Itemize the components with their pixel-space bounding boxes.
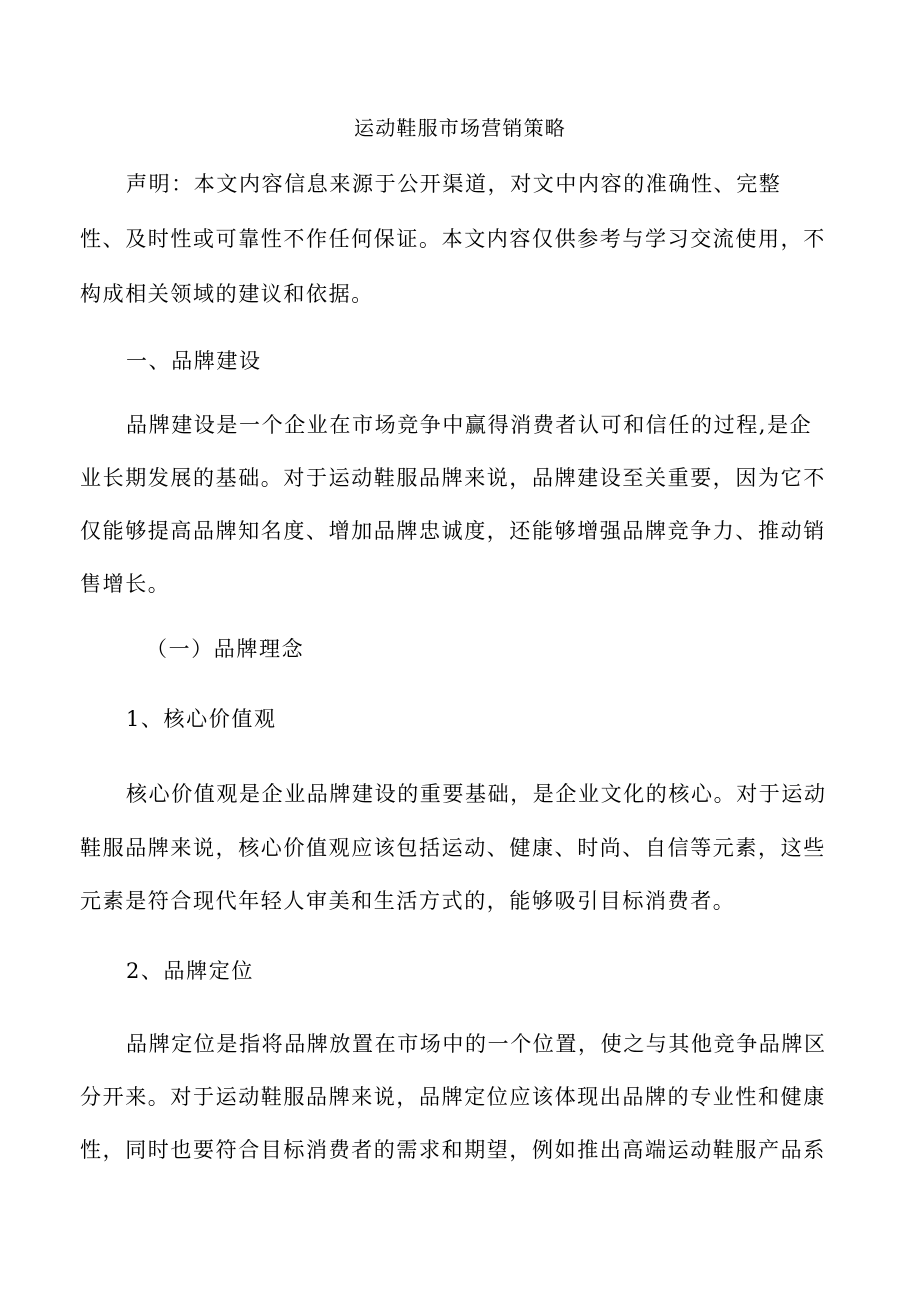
item-heading-brand-positioning: 2、品牌定位 bbox=[126, 959, 254, 983]
paragraph-line: 鞋服品牌来说，核心价值观应该包括运动、健康、时尚、自信等元素，这些 bbox=[80, 836, 826, 860]
paragraph-line: 分开来。对于运动鞋服品牌来说，品牌定位应该体现出品牌的专业性和健康 bbox=[80, 1085, 826, 1109]
item-heading-core-values: 1、核心价值观 bbox=[126, 707, 277, 731]
paragraph-line: 元素是符合现代年轻人审美和生活方式的，能够吸引目标消费者。 bbox=[80, 889, 736, 913]
disclaimer-line-2: 性、及时性或可靠性不作任何保证。本文内容仅供参考与学习交流使用，不 bbox=[80, 227, 826, 251]
paragraph-line: 业长期发展的基础。对于运动鞋服品牌来说，品牌建设至关重要，因为它不 bbox=[80, 466, 826, 490]
paragraph-line: 仅能够提高品牌知名度、增加品牌忠诚度，还能够增强品牌竞争力、推动销 bbox=[80, 519, 826, 543]
paragraph-line: 核心价值观是企业品牌建设的重要基础，是企业文化的核心。对于运动 bbox=[126, 782, 827, 806]
paragraph-line: 品牌定位是指将品牌放置在市场中的一个位置，使之与其他竞争品牌区 bbox=[126, 1032, 827, 1056]
subsection-heading-brand-concept: （一）品牌理念 bbox=[146, 637, 305, 661]
document-title: 运动鞋服市场营销策略 bbox=[354, 116, 566, 140]
paragraph-line: 品牌建设是一个企业在市场竞争中赢得消费者认可和信任的过程,是企 bbox=[126, 413, 813, 437]
disclaimer-line-1: 声明：本文内容信息来源于公开渠道，对文中内容的准确性、完整 bbox=[126, 172, 782, 196]
paragraph-line: 售增长。 bbox=[80, 572, 171, 596]
paragraph-line: 性，同时也要符合目标消费者的需求和期望，例如推出高端运动鞋服产品系 bbox=[80, 1138, 826, 1162]
disclaimer-line-3: 构成相关领域的建议和依据。 bbox=[80, 282, 374, 306]
section-heading-brand-building: 一、品牌建设 bbox=[126, 349, 262, 373]
